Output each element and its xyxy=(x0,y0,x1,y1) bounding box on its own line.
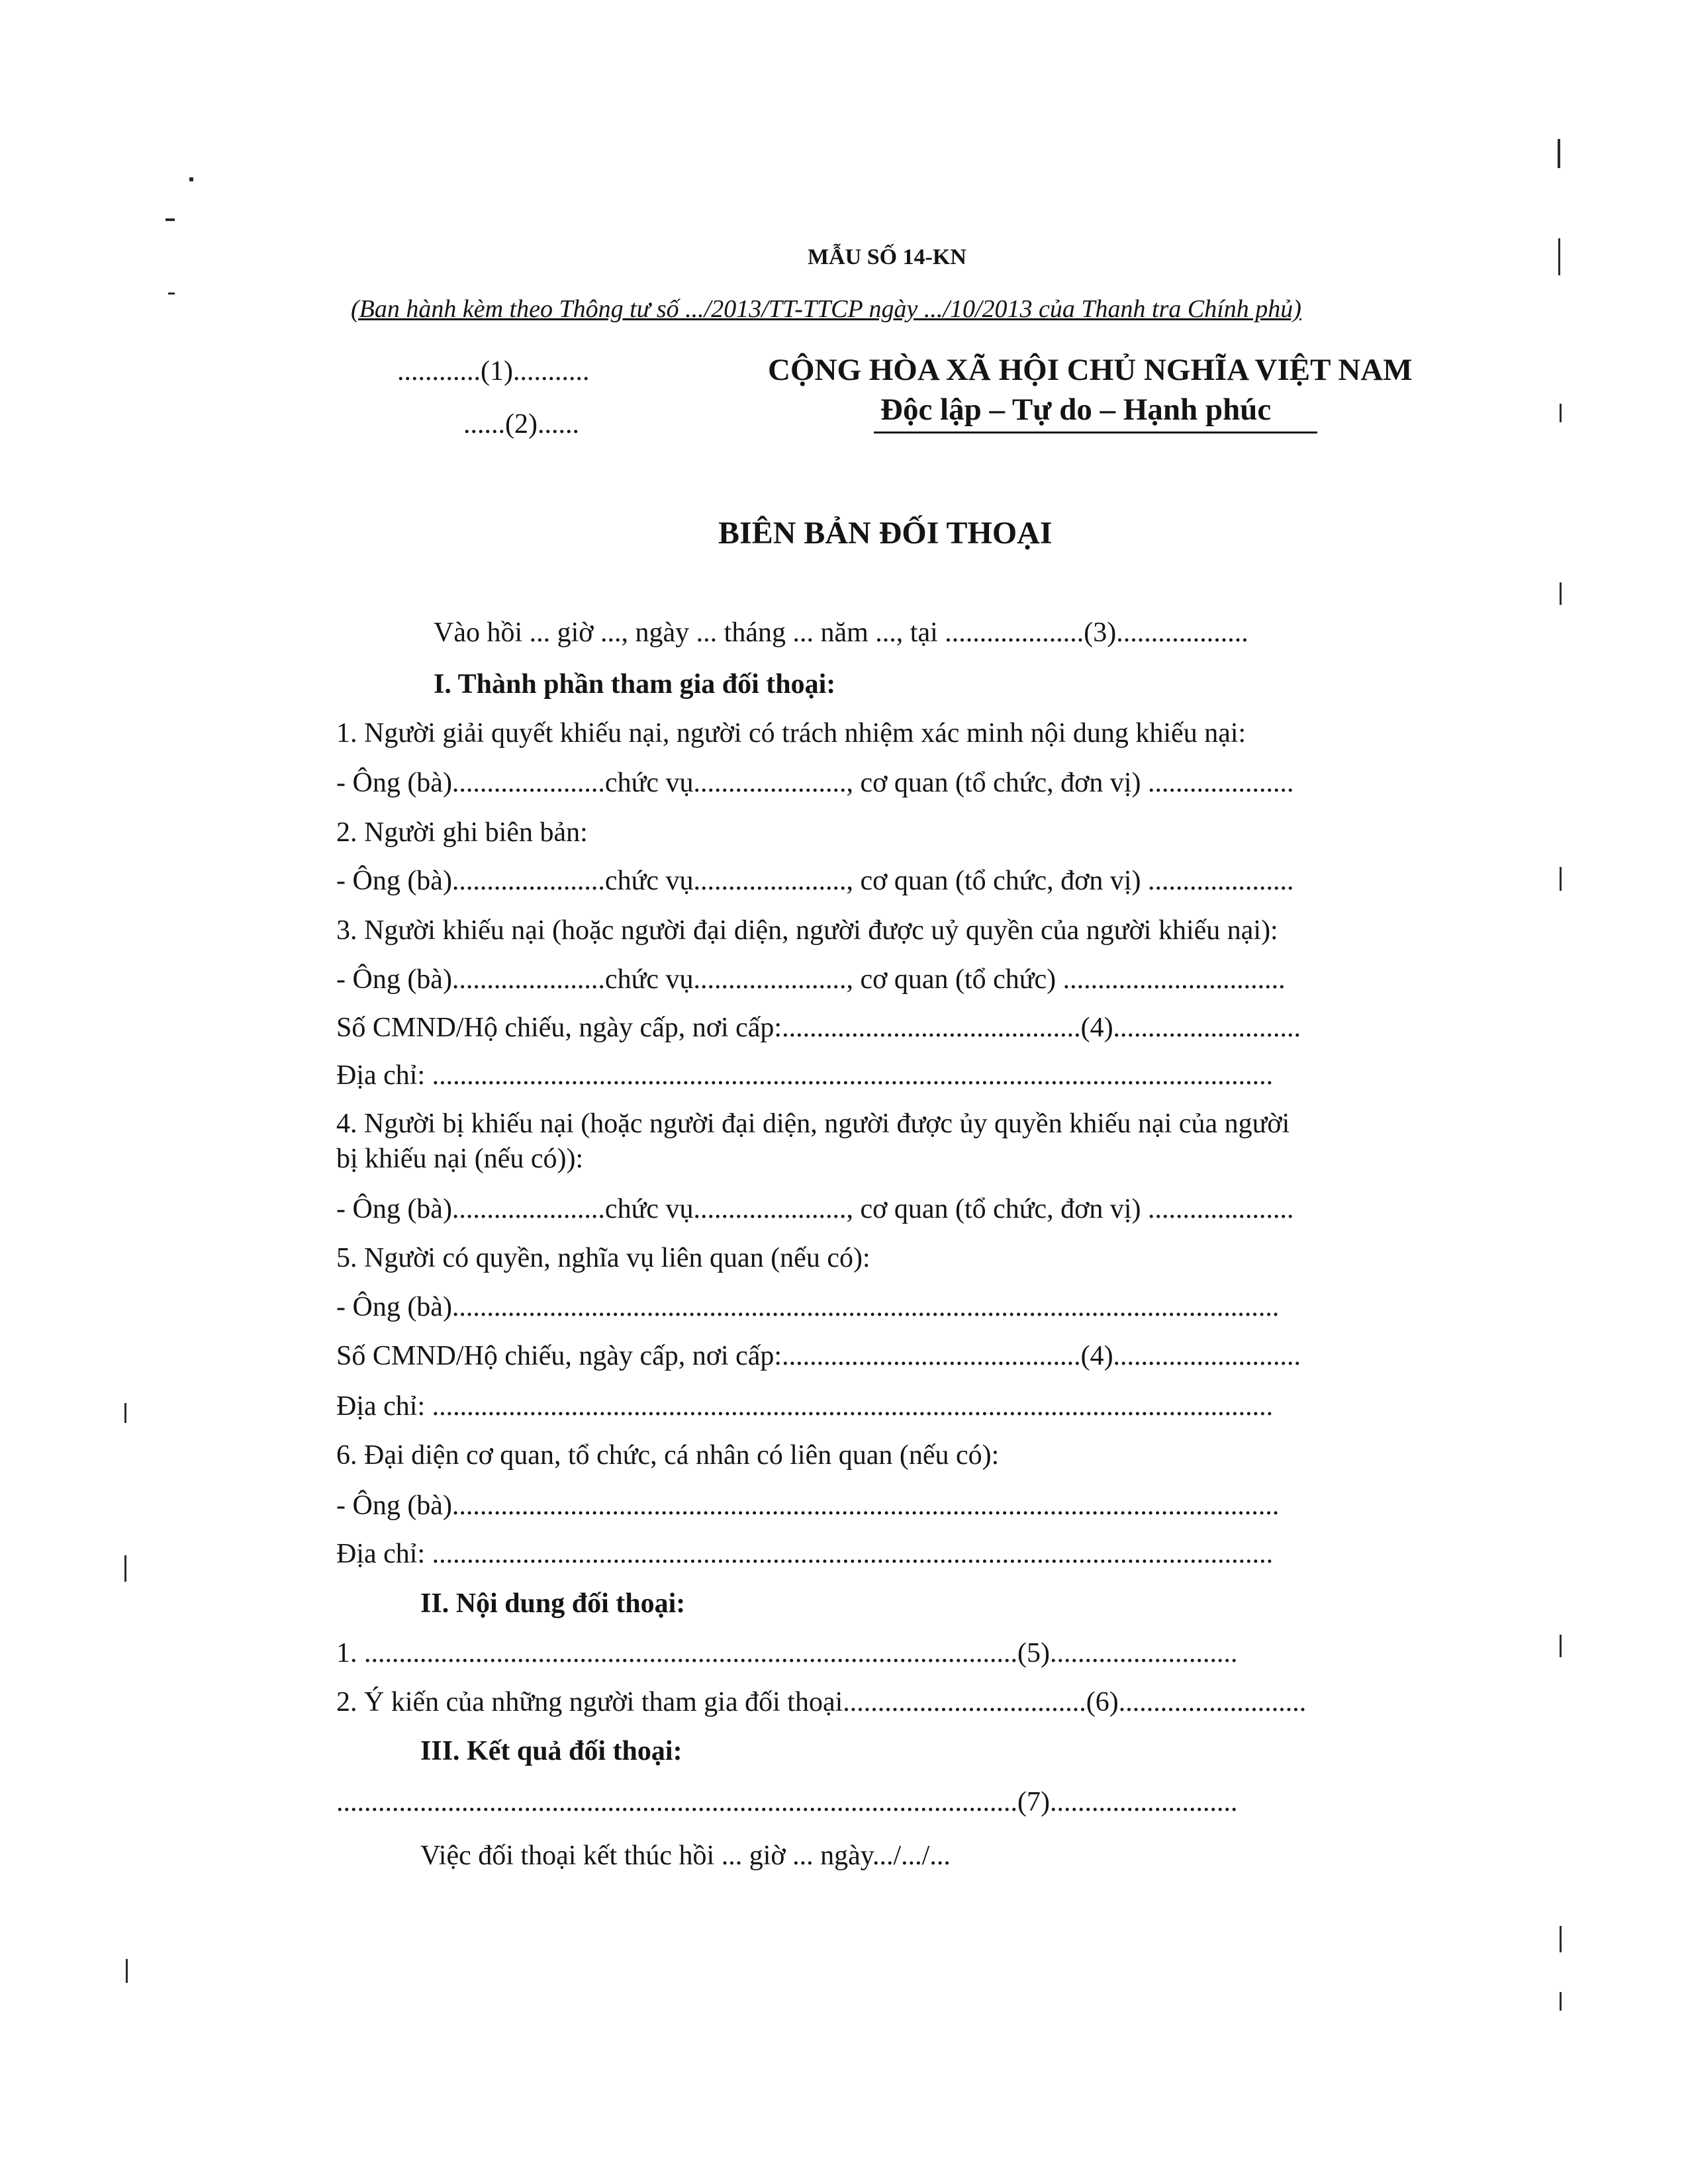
section-1-heading: I. Thành phần tham gia đối thoại: xyxy=(434,669,836,700)
scan-mark xyxy=(1558,238,1560,275)
form-number: MẪU SỐ 14-KN xyxy=(808,245,966,269)
motto-underline xyxy=(874,432,1317,433)
scan-mark xyxy=(1560,867,1562,891)
scan-mark xyxy=(1560,1926,1562,1952)
scan-mark xyxy=(1560,1992,1562,2011)
scan-mark xyxy=(124,1555,126,1582)
section-1-line: - Ông (bà)......................chức vụ......................, cơ quan (tổ chức, đơn vị) ..................... xyxy=(336,1194,1294,1224)
section-1-line: 6. Đại diện cơ quan, tổ chức, cá nhân có liên quan (nếu có): xyxy=(336,1440,1000,1471)
section-1-line: 2. Người ghi biên bản: xyxy=(336,817,588,848)
scan-mark xyxy=(168,293,175,295)
national-title: CỘNG HÒA XÃ HỘI CHỦ NGHĨA VIỆT NAM xyxy=(768,353,1413,387)
section-1-line: - Ông (bà)......................chức vụ......................, cơ quan (tổ chức, đơn vị) ..................... xyxy=(336,768,1294,798)
section-1-line: bị khiếu nại (nếu có)): xyxy=(336,1144,584,1174)
issued-under-note: (Ban hành kèm theo Thông tư số .../2013/TT-TTCP ngày .../10/2013 của Thanh tra Chính phủ) xyxy=(351,295,1301,323)
section-1-line: - Ông (bà)......................chức vụ......................, cơ quan (tổ chức) ................................ xyxy=(336,964,1286,995)
section-1-line: - Ông (bà)....................................................................................................................... xyxy=(336,1292,1280,1322)
section-2-heading: II. Nội dung đối thoại: xyxy=(420,1588,686,1619)
section-1-line: - Ông (bà)......................chức vụ......................, cơ quan (tổ chức, đơn vị) ..................... xyxy=(336,866,1294,896)
section-1-line: 3. Người khiếu nại (hoặc người đại diện, người được uỷ quyền của người khiếu nại): xyxy=(336,915,1278,946)
section-1-line: Số CMND/Hộ chiếu, ngày cấp, nơi cấp:...........................................(4)........................... xyxy=(336,1341,1301,1371)
national-motto: Độc lập – Tự do – Hạnh phúc xyxy=(880,392,1272,427)
scan-mark xyxy=(126,1959,128,1983)
scan-mark xyxy=(124,1403,126,1423)
section-1-line: 4. Người bị khiếu nại (hoặc người đại diện, người được ủy quyền khiếu nại của người xyxy=(336,1109,1290,1139)
section-1-line: Địa chỉ: ......................................................................................................................... xyxy=(336,1391,1274,1422)
section-2-line: 1. ..............................................................................................(5)........................... xyxy=(336,1638,1238,1668)
section-3-line: ..................................................................................................(7)........................... xyxy=(336,1787,1238,1817)
opening-line: Vào hồi ... giờ ..., ngày ... tháng ... năm ..., tại ....................(3)................... xyxy=(434,617,1248,648)
scan-mark xyxy=(1560,582,1562,605)
section-1-line: Số CMND/Hộ chiếu, ngày cấp, nơi cấp:...........................................(4)........................... xyxy=(336,1013,1301,1043)
section-2-line: 2. Ý kiến của những người tham gia đối thoại...................................(6)........................... xyxy=(336,1687,1307,1717)
scan-mark xyxy=(1560,1635,1562,1657)
section-1-line: - Ông (bà)....................................................................................................................... xyxy=(336,1490,1280,1521)
section-3-heading: III. Kết quả đối thoại: xyxy=(420,1736,682,1766)
closing-line: Việc đối thoại kết thúc hồi ... giờ ... ngày.../.../... xyxy=(420,1841,951,1871)
section-1-line: Địa chỉ: ......................................................................................................................... xyxy=(336,1060,1274,1091)
section-1-line: 5. Người có quyền, nghĩa vụ liên quan (nếu có): xyxy=(336,1243,870,1273)
section-1-line: 1. Người giải quyết khiếu nại, người có trách nhiệm xác minh nội dung khiếu nại: xyxy=(336,718,1246,749)
scan-mark xyxy=(1560,404,1562,422)
document-title: BIÊN BẢN ĐỐI THOẠI xyxy=(718,516,1053,551)
scan-mark xyxy=(165,218,175,221)
agency-name-line-2: ......(2)...... xyxy=(463,409,579,439)
scan-mark xyxy=(1558,139,1560,168)
agency-name-line-1: ............(1)........... xyxy=(397,356,590,387)
section-1-line: Địa chỉ: ......................................................................................................................... xyxy=(336,1539,1274,1569)
scan-mark xyxy=(189,177,193,181)
